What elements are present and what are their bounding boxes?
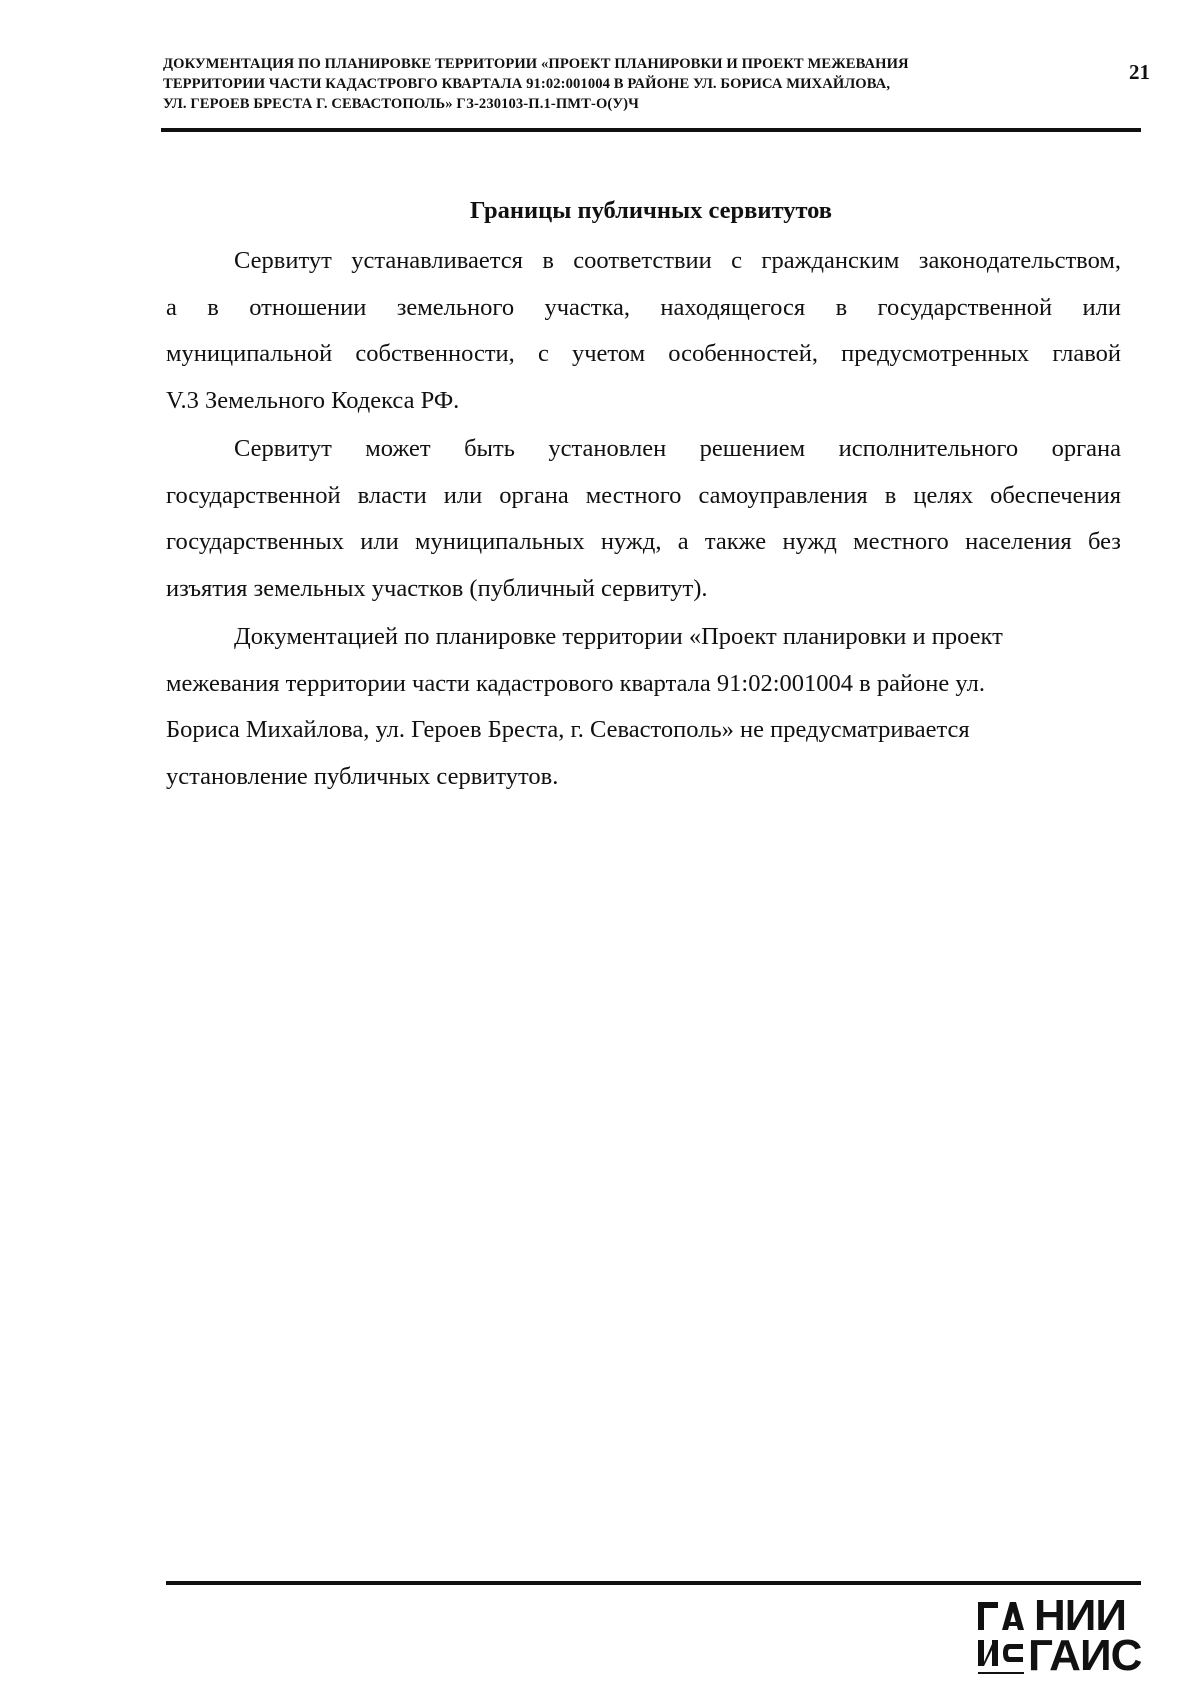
paragraph-line: государственной власти или органа местного самоуправления в целях обеспечения	[166, 481, 1121, 509]
paragraph-line: установление публичных сервитутов.	[166, 763, 559, 791]
paragraph-line: межевания территории части кадастрового квартала 91:02:001004 в районе ул.	[166, 669, 985, 697]
paragraph-line: V.3 Земельного Кодекса РФ.	[166, 387, 460, 415]
nii-gais-logo	[976, 1591, 1146, 1681]
paragraph-line: государственных или муниципальных нужд, а также нужд местного населения без	[166, 528, 1121, 556]
paragraph-line: изъятия земельных участков (публичный сервитут).	[166, 575, 708, 603]
paragraph-2	[166, 426, 1121, 613]
logo-word-nii: НИИ	[1034, 1591, 1127, 1640]
gais-logo-mark-icon	[976, 1596, 1026, 1681]
paragraph-3	[166, 614, 1121, 801]
footer-divider	[166, 1581, 1141, 1585]
page-number: 21	[1129, 60, 1150, 84]
paragraph-line: Документацией по планировке территории «Проект планировки и проект	[234, 623, 1003, 650]
section-title: Границы публичных сервитутов	[469, 197, 833, 224]
paragraph-1	[166, 238, 1121, 425]
header-line-3: УЛ. ГЕРОЕВ БРЕСТА Г. СЕВАСТОПОЛЬ» ГЗ-230103-П.1-ПМТ-О(У)Ч	[163, 96, 639, 112]
paragraph-line: муниципальной собственности, с учетом особенностей, предусмотренных главой	[166, 340, 1121, 368]
paragraph-line: Бориса Михайлова, ул. Героев Бреста, г. Севастополь» не предусматривается	[166, 716, 970, 744]
logo-word-gais: ГАИС	[1028, 1631, 1142, 1680]
header-line-2: ТЕРРИТОРИИ ЧАСТИ КАДАСТРОВГО КВАРТАЛА 91:02:001004 В РАЙОНЕ УЛ. БОРИСА МИХАЙЛОВА,	[163, 76, 891, 92]
document-header	[163, 54, 1083, 114]
paragraph-line: а в отношении земельного участка, находящегося в государственной или	[166, 293, 1121, 321]
header-line-1: ДОКУМЕНТАЦИЯ ПО ПЛАНИРОВКЕ ТЕРРИТОРИИ «ПРОЕКТ ПЛАНИРОВКИ И ПРОЕКТ МЕЖЕВАНИЯ	[163, 56, 909, 72]
paragraph-line: Сервитут устанавливается в соответствии с гражданским законодательством,	[234, 247, 1121, 274]
header-divider	[161, 128, 1141, 132]
paragraph-line: Сервитут может быть установлен решением исполнительного органа	[234, 435, 1121, 462]
